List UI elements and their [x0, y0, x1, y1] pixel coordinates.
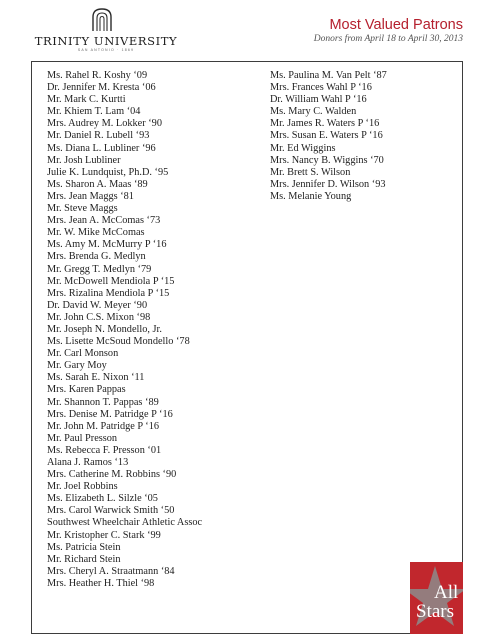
donor-name: Ms. Sarah E. Nixon ‘11	[47, 372, 145, 384]
donor-name: Ms. Paulina M. Van Pelt ‘87	[270, 70, 387, 81]
donor-name: Ms. Sharon A. Maas ‘89	[47, 178, 148, 190]
donor-name: Mrs. Jean Maggs ‘81	[47, 190, 134, 202]
donor-name: Alana J. Ramos ‘13	[47, 457, 129, 468]
donor-name: Ms. Mary C. Walden	[270, 106, 357, 118]
donor-name: Ms. Rahel R. Koshy ‘09	[47, 70, 148, 81]
donor-name: Mrs. Heather H. Thiel ‘98	[47, 577, 155, 589]
org-tagline: SAN ANTONIO · 1869	[77, 48, 135, 52]
donor-name: Mr. Brett S. Wilson	[270, 166, 351, 178]
donor-name: Mr. Daniel R. Lubell ‘93	[47, 130, 150, 142]
badge-line-all: All	[434, 582, 459, 603]
all-stars-badge	[410, 562, 463, 634]
donor-name: Mr. Joseph N. Mondello, Jr.	[47, 323, 162, 335]
donor-name: Ms. Diana L. Lubliner ‘96	[47, 142, 156, 154]
donor-name: Mrs. Jennifer D. Wilson ‘93	[270, 178, 386, 190]
donor-name: Julie K. Lundquist, Ph.D. ‘95	[47, 166, 169, 178]
donor-name: Ms. Lisette McSoud Mondello ‘78	[47, 336, 190, 348]
donor-name: Mr. Mark C. Kurtti	[47, 94, 126, 106]
donor-name: Mrs. Catherine M. Robbins ‘90	[47, 469, 177, 481]
donor-name: Mr. Kristopher C. Stark ‘99	[47, 529, 161, 541]
donor-name: Mr. Gregg T. Medlyn ‘79	[47, 263, 152, 275]
org-name: TRINITY UNIVERSITY	[34, 34, 178, 48]
donor-name: Mrs. Nancy B. Wiggins ‘70	[270, 154, 384, 166]
donor-name: Mr. Joel Robbins	[47, 481, 118, 493]
university-seal-icon	[90, 8, 114, 32]
donor-name: Mr. James R. Waters P ‘16	[270, 118, 380, 130]
donor-column-right	[270, 70, 387, 203]
page-title: Most Valued Patrons	[329, 17, 463, 33]
donor-name: Mr. John C.S. Mixon ‘98	[47, 311, 151, 323]
donor-name: Mrs. Frances Wahl P ‘16	[270, 82, 372, 94]
donor-name: Mrs. Carol Warwick Smith ‘50	[47, 505, 175, 517]
donor-name: Mr. Paul Presson	[47, 432, 118, 444]
donor-name: Mrs. Audrey M. Lokker ‘90	[47, 118, 162, 130]
donor-name: Ms. Elizabeth L. Silzle ‘05	[47, 493, 158, 505]
donor-name: Dr. Jennifer M. Kresta ‘06	[47, 82, 156, 94]
donor-name: Mr. W. Mike McComas	[47, 227, 145, 239]
donor-name: Mrs. Denise M. Patridge P ‘16	[47, 408, 173, 420]
donor-name: Dr. William Wahl P ‘16	[270, 94, 367, 106]
donor-name: Dr. David W. Meyer ‘90	[47, 299, 148, 311]
donor-column-left	[47, 70, 202, 590]
donor-name: Mr. Ed Wiggins	[270, 142, 336, 154]
donor-name: Mrs. Brenda G. Medlyn	[47, 251, 146, 263]
donor-name: Mr. Josh Lubliner	[47, 154, 121, 166]
donor-name: Mrs. Karen Pappas	[47, 384, 126, 396]
donor-name: Southwest Wheelchair Athletic Assoc	[47, 517, 203, 529]
donor-name: Mr. McDowell Mendiola P ‘15	[47, 275, 175, 287]
donor-name: Mrs. Cheryl A. Straatmann ‘84	[47, 565, 175, 577]
donor-name: Mrs. Susan E. Waters P ‘16	[270, 130, 383, 142]
donor-name: Ms. Amy M. McMurry P ‘16	[47, 239, 167, 251]
donor-name: Mr. Khiem T. Lam ‘04	[47, 106, 141, 118]
badge-line-stars: Stars	[416, 601, 454, 622]
donor-name: Mr. John M. Patridge P ‘16	[47, 420, 160, 432]
donor-name: Mr. Steve Maggs	[47, 203, 118, 215]
donor-name: Mr. Carl Monson	[47, 348, 119, 360]
trinity-logo	[26, 8, 186, 52]
donor-name: Mrs. Jean A. McComas ‘73	[47, 215, 161, 227]
page-subtitle: Donors from April 18 to April 30, 2013	[313, 34, 463, 44]
donor-name: Mr. Shannon T. Pappas ‘89	[47, 396, 159, 408]
donor-name: Ms. Rebecca F. Presson ‘01	[47, 444, 162, 456]
donor-name: Mr. Gary Moy	[47, 360, 107, 372]
donor-name: Mrs. Rizalina Mendiola P ‘15	[47, 287, 170, 299]
donor-name: Ms. Patricia Stein	[47, 541, 121, 553]
donor-name: Mr. Richard Stein	[47, 553, 121, 565]
donor-name: Ms. Melanie Young	[270, 190, 352, 202]
